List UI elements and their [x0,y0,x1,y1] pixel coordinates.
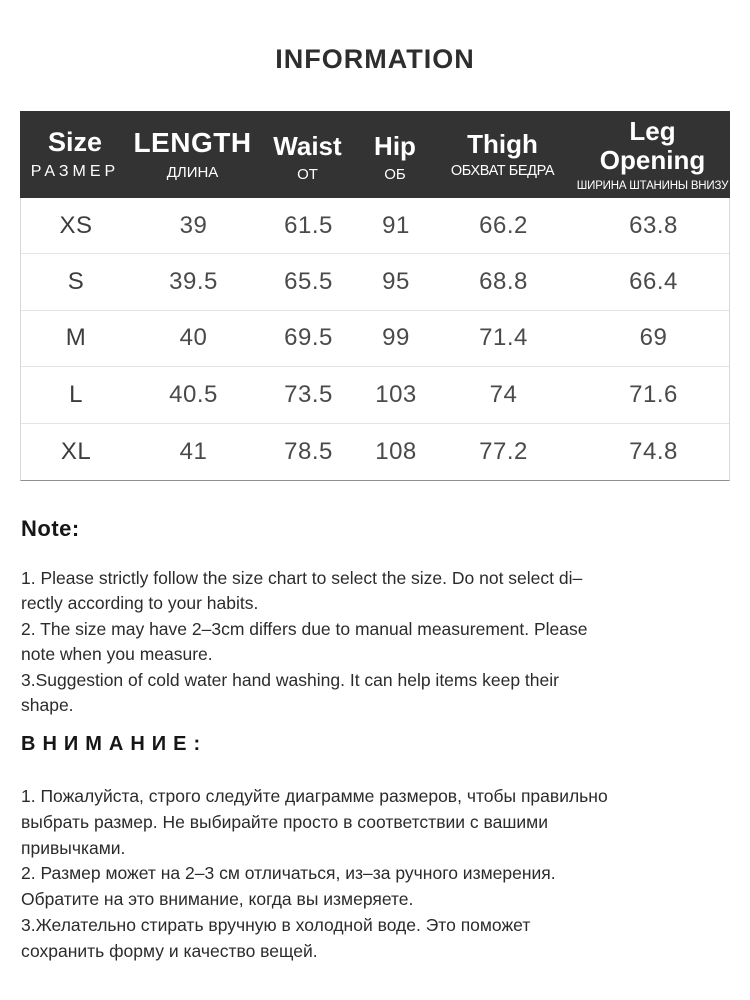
note-en-line: note when you measure. [21,644,213,665]
cell-l-thigh: 74 [489,380,518,408]
note-en-line: 2. The size may have 2–3cm differs due to manual measurement. Please [21,618,588,639]
cell-s-size: S [67,268,85,296]
cell-s-waist: 65.5 [284,268,333,296]
table-row-s [21,254,729,310]
table-row-l [21,367,729,423]
cell-s-length: 39.5 [169,268,218,296]
cell-m-waist: 69.5 [284,324,333,352]
attention-heading: ВНИМАНИЕ: [21,733,208,755]
header-cell-size [20,128,130,181]
cell-xs-leg-opening: 63.8 [629,211,678,239]
cell-xs-size: XS [59,211,93,239]
header-leg-opening-en: Leg Opening [599,116,706,175]
cell-m-length: 40 [179,324,208,352]
table-row-xl [21,424,729,480]
header-hip-ru: ОБ [384,165,406,183]
cell-s-thigh: 68.8 [479,268,528,296]
note-ru-line: сохранить форму и качество вещей. [21,940,318,961]
header-length-en: LENGTH [133,127,252,159]
cell-m-leg-opening: 69 [639,324,668,352]
header-waist-ru: ОТ [297,165,318,183]
cell-l-size: L [69,380,83,408]
note-ru-line: 1. Пожалуйста, строго следуйте диаграмме размеров, чтобы правильно [21,786,608,806]
header-cell-hip [360,126,430,183]
cell-xl-size: XL [60,437,92,465]
cell-l-waist: 73.5 [284,380,333,408]
cell-xs-length: 39 [179,211,208,239]
notes-russian [21,784,733,965]
header-leg-opening-ru: ШИРИНА ШТАНИНЫ ВНИЗУ [576,179,729,192]
note-ru-line: Обратите на это внимание, когда вы измеряете. [21,889,414,910]
cell-xs-thigh: 66.2 [479,211,528,239]
header-cell-waist [255,126,360,183]
cell-m-thigh: 71.4 [479,324,528,352]
table-row-m [21,311,729,367]
page-title: INFORMATION [275,44,475,74]
note-en-line: shape. [21,695,74,716]
cell-xl-waist: 78.5 [284,437,333,465]
cell-xl-leg-opening: 74.8 [629,437,678,465]
cell-s-leg-opening: 66.4 [629,268,678,296]
header-thigh-en: Thigh [467,128,538,159]
cell-xs-waist: 61.5 [284,211,333,239]
cell-xl-length: 41 [179,437,208,465]
cell-s-hip: 95 [382,268,410,296]
table-body [20,198,730,481]
header-length-ru: ДЛИНА [166,163,219,181]
header-hip-en: Hip [374,131,416,162]
cell-l-hip: 103 [375,380,417,408]
note-heading: Note: [21,516,80,541]
note-en-line: 3.Suggestion of cold water hand washing. It can help items keep their [21,669,559,690]
cell-xl-hip: 108 [375,437,417,465]
header-size-ru: РАЗМЕР [30,162,120,180]
note-ru-line: 3.Желательно стирать вручную в холодной воде. Это поможет [21,914,531,935]
header-cell-length [130,128,255,181]
cell-xl-thigh: 77.2 [479,437,528,465]
note-ru-line: выбрать размер. Не выбирайте просто в соответствии с вашими [21,811,548,832]
cell-m-hip: 99 [382,324,410,352]
table-header-row [20,111,730,198]
note-ru-line: 2. Размер может на 2–3 см отличаться, из–за ручного измерения. [21,863,556,884]
notes-english [21,566,733,718]
header-cell-leg-opening [575,117,730,191]
header-size-en: Size [47,127,103,158]
header-waist-en: Waist [273,131,342,162]
note-en-line: rectly according to your habits. [21,593,259,614]
table-row-xs [21,198,729,254]
header-cell-thigh [430,130,575,180]
header-thigh-ru: ОБХВАТ БЕДРА [450,163,555,180]
size-chart-table [20,111,730,481]
cell-l-leg-opening: 71.6 [629,380,678,408]
note-ru-line: привычками. [21,837,126,858]
cell-m-size: M [65,324,87,352]
note-en-line: 1. Please strictly follow the size chart to select the size. Do not select di– [21,568,583,588]
cell-xs-hip: 91 [382,211,410,239]
cell-l-length: 40.5 [169,380,218,408]
